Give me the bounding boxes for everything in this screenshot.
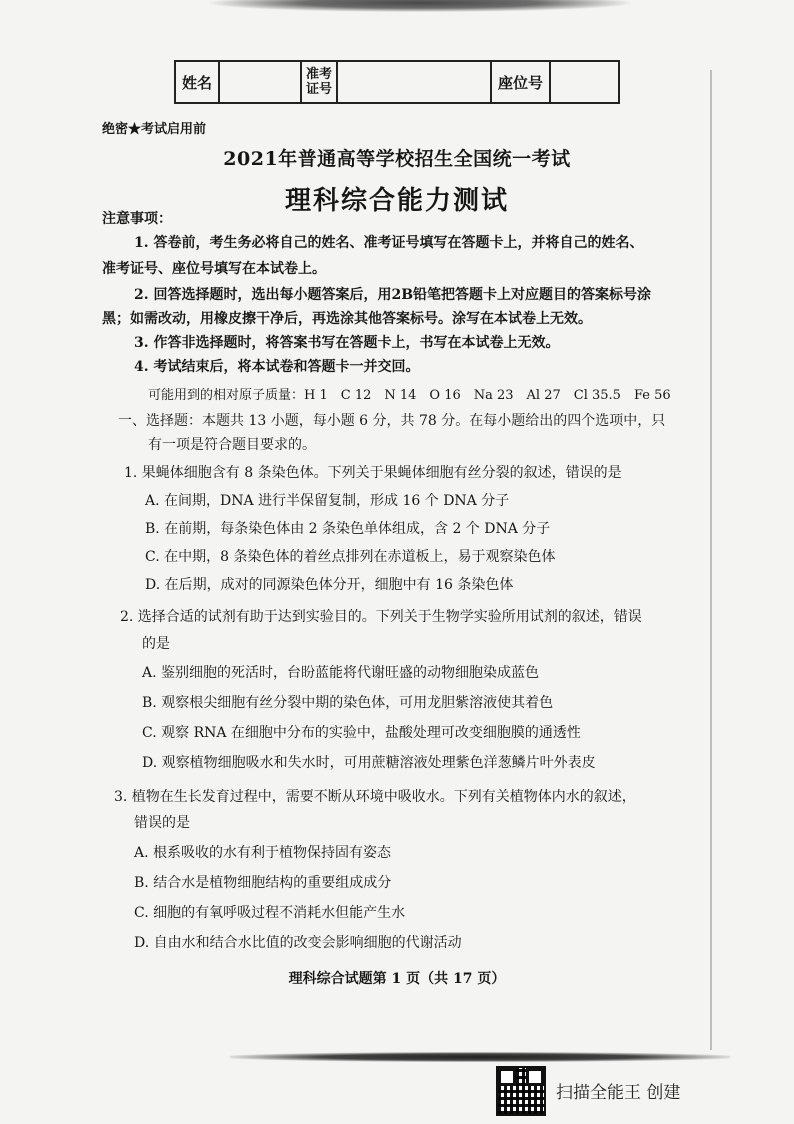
question-1-option-c: C. 在中期，8 条染色体的着丝点排列在赤道板上，易于观察染色体	[145, 549, 556, 565]
question-3-option-a: A. 根系吸收的水有利于植物保持固有姿态	[134, 845, 392, 861]
scan-shadow-top	[210, 0, 630, 12]
question-3-stem-line1: 3. 植物在生长发育过程中，需要不断从环境中吸收水。下列有关植物体内水的叙述，	[114, 789, 636, 805]
notice-item-2-line1: 2. 回答选择题时，选出每小题答案后，用2B铅笔把答题卡上对应题目的答案标号涂	[134, 287, 652, 303]
question-1-option-b: B. 在前期，每条染色体由 2 条染色单体组成，含 2 个 DNA 分子	[145, 521, 551, 537]
question-3-option-b: B. 结合水是植物细胞结构的重要组成成分	[134, 875, 392, 891]
notice-item-1-line2: 准考证号、座位号填写在本试卷上。	[102, 261, 326, 277]
page-edge-line	[710, 70, 712, 1050]
scan-shadow-bottom	[230, 1052, 730, 1062]
notice-item-4: 4. 考试结束后，将本试卷和答题卡一并交回。	[134, 359, 420, 375]
notice-item-1-line1: 1. 答卷前，考生务必将自己的姓名、准考证号填写在答题卡上，并将自己的姓名、	[134, 235, 644, 251]
confidential-mark: 绝密★考试启用前	[102, 122, 207, 137]
question-1-stem: 1. 果蝇体细胞含有 8 条染色体。下列关于果蝇体细胞有丝分裂的叙述，错误的是	[124, 465, 622, 481]
exam-number-label	[302, 62, 338, 102]
exam-subject-title: 理科综合能力测试	[284, 186, 509, 216]
candidate-info-box	[174, 60, 620, 104]
question-3-option-d: D. 自由水和结合水比值的改变会影响细胞的代谢活动	[134, 935, 462, 951]
question-2-stem-line1: 2. 选择合适的试剂有助于达到实验目的。下列关于生物学实验所用试剂的叙述，错误	[120, 609, 642, 625]
question-1-option-a: A. 在间期，DNA 进行半保留复制，形成 16 个 DNA 分子	[145, 493, 510, 509]
question-3-stem-line2: 错误的是	[134, 815, 190, 831]
section-1-header-line2: 有一项是符合题目要求的。	[148, 437, 316, 453]
atomic-masses: 可能用到的相对原子质量：H 1 C 12 N 14 O 16 Na 23 Al 27 Cl 35.5 Fe 56	[148, 388, 671, 403]
question-3-option-c: C. 细胞的有氧呼吸过程不消耗水但能产生水	[134, 905, 406, 921]
question-2-option-d: D. 观察植物细胞吸水和失水时，可用蔗糖溶液处理紫色洋葱鳞片叶外表皮	[142, 755, 596, 771]
qr-code-icon	[496, 1066, 546, 1116]
name-label: 姓名	[176, 62, 220, 102]
page-footer: 理科综合试题第 1 页（共 17 页）	[288, 971, 506, 987]
question-2-option-b: B. 观察根尖细胞有丝分裂中期的染色体，可用龙胆紫溶液使其着色	[142, 695, 554, 711]
exam-number-label-line2: 证号	[306, 82, 333, 97]
exam-number-label-line1: 准考	[306, 67, 333, 82]
question-1-option-d: D. 在后期，成对的同源染色体分开，细胞中有 16 条染色体	[145, 577, 514, 593]
notice-item-3: 3. 作答非选择题时，将答案书写在答题卡上，书写在本试卷上无效。	[134, 335, 560, 351]
exam-title: 2021年普通高等学校招生全国统一考试	[223, 148, 571, 170]
notice-heading: 注意事项：	[102, 211, 172, 227]
exam-number-field[interactable]	[338, 62, 492, 102]
question-2-option-c: C. 观察 RNA 在细胞中分布的实验中，盐酸处理可改变细胞膜的通透性	[142, 725, 581, 741]
seat-field[interactable]	[551, 62, 618, 102]
seat-label: 座位号	[492, 62, 551, 102]
section-1-header-line1: 一、选择题：本题共 13 小题，每小题 6 分，共 78 分。在每小题给出的四个选项中，只	[118, 413, 666, 429]
question-2-option-a: A. 鉴别细胞的死活时，台盼蓝能将代谢旺盛的动物细胞染成蓝色	[142, 665, 540, 681]
question-2-stem-line2: 的是	[142, 636, 170, 652]
scanner-watermark: 扫描全能王 创建	[556, 1083, 681, 1103]
notice-item-2-line2: 黑；如需改动，用橡皮擦干净后，再选涂其他答案标号。涂写在本试卷上无效。	[102, 311, 592, 327]
name-field[interactable]	[220, 62, 302, 102]
